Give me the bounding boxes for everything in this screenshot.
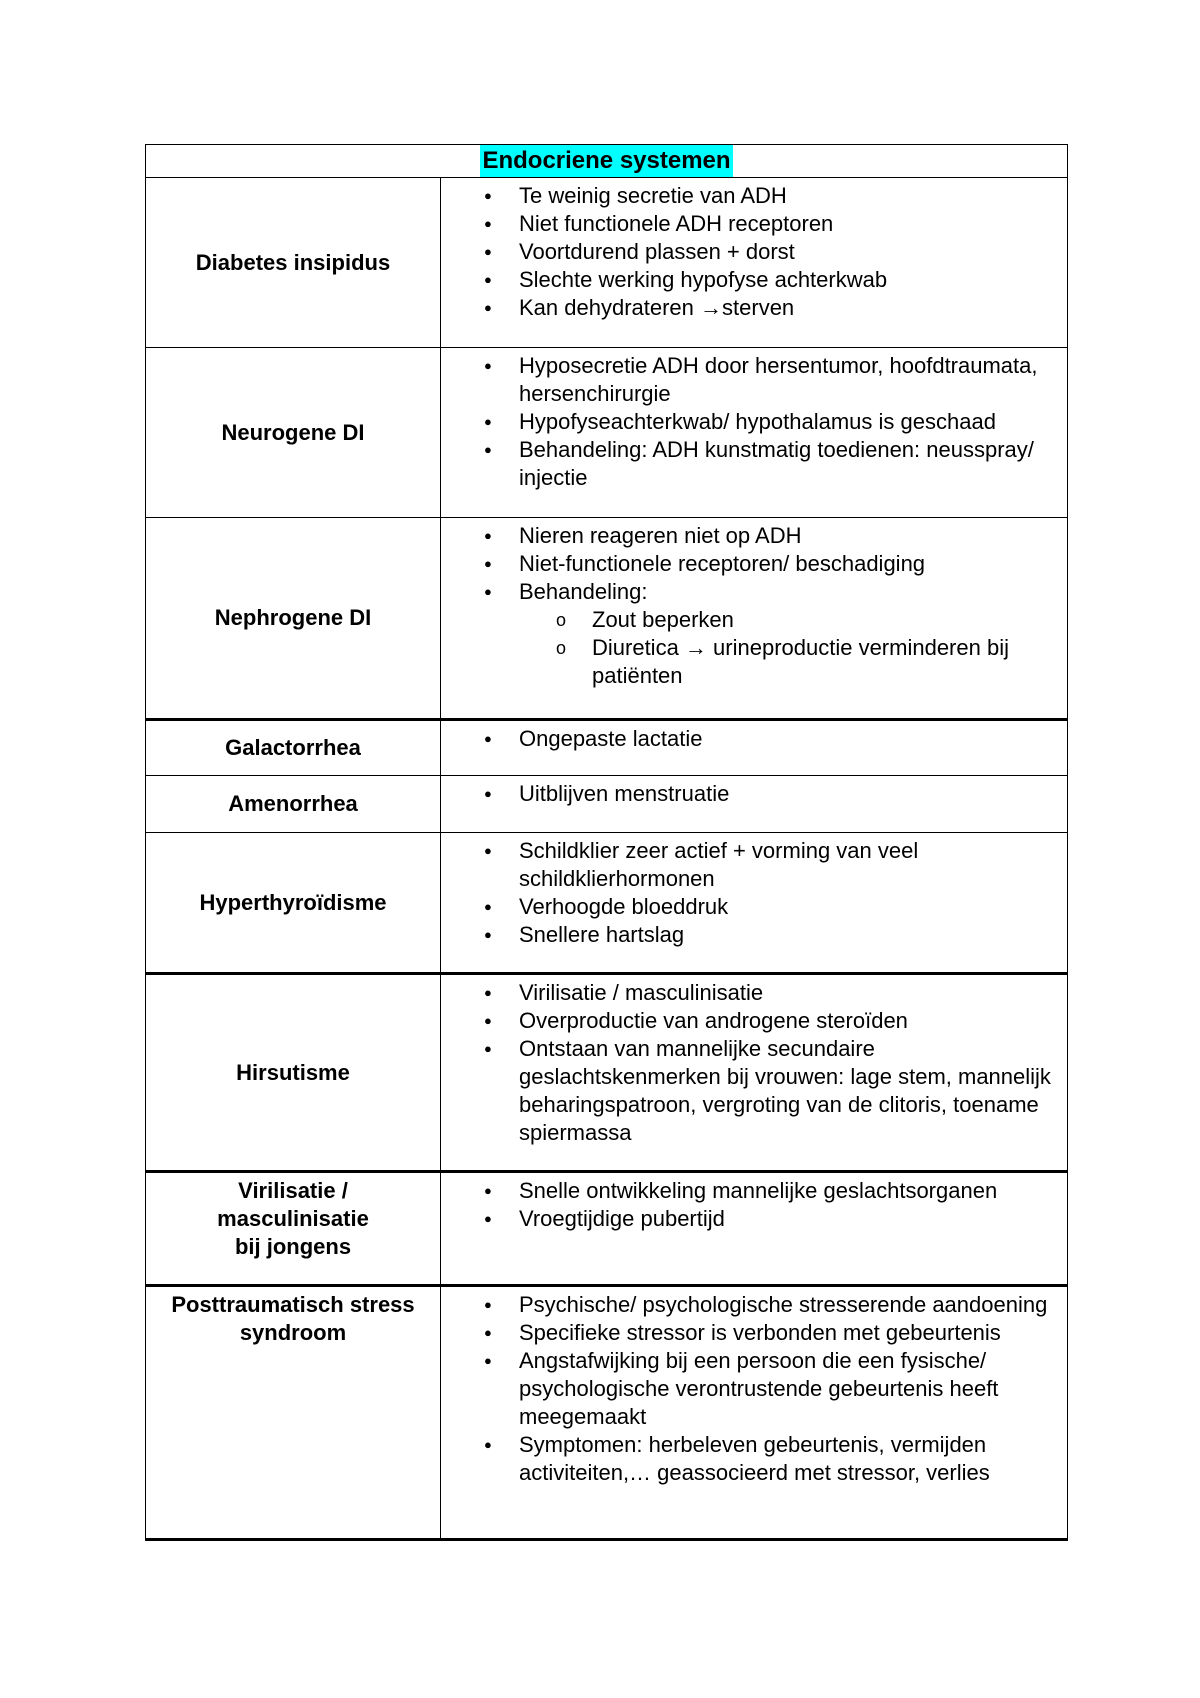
term-cell <box>146 1286 441 1540</box>
list-item: ● Ongepaste lactatie <box>441 725 1059 753</box>
bullet-list <box>441 522 1059 690</box>
list-item: ● Symptomen: herbeleven gebeurtenis, vermijden activiteiten,… geassocieerd met stressor, verlies <box>441 1431 1059 1487</box>
list-item: ● Virilisatie / masculinisatie <box>441 979 1059 1007</box>
list-item: ● Verhoogde bloeddruk <box>441 893 1059 921</box>
term-line: bij jongens <box>234 1234 352 1259</box>
list-item <box>441 578 1059 690</box>
bullet-list <box>441 352 1059 492</box>
term-line: Virilisatie / <box>238 1178 348 1203</box>
list-item: ● Behandeling: ADH kunstmatig toedienen: neusspray/ injectie <box>441 436 1059 492</box>
term-cell: Nephrogene DI <box>146 518 441 720</box>
description-cell <box>441 1172 1068 1286</box>
sub-list <box>519 606 1059 690</box>
term-cell: Diabetes insipidus <box>146 178 441 348</box>
list-item: ● Snelle ontwikkeling mannelijke geslachtsorganen <box>441 1177 1059 1205</box>
description-cell <box>441 518 1068 720</box>
bullet-list <box>441 1177 1059 1233</box>
table-row <box>146 348 1068 518</box>
sub-list-item: o Diuretica → urineproductie verminderen bij patiënten <box>519 634 1059 690</box>
list-item: ● Uitblijven menstruatie <box>441 780 1059 808</box>
table-row <box>146 178 1068 348</box>
term-cell: Galactorrhea <box>146 720 441 776</box>
bullet-list <box>441 979 1059 1147</box>
description-cell <box>441 348 1068 518</box>
list-item: ● Niet-functionele receptoren/ beschadiging <box>441 550 1059 578</box>
bullet-list <box>441 182 1059 322</box>
table-row <box>146 833 1068 974</box>
table-row <box>146 1172 1068 1286</box>
bullet-list <box>441 780 1059 808</box>
term-cell: Hirsutisme <box>146 974 441 1172</box>
term-cell: Hyperthyroïdisme <box>146 833 441 974</box>
description-cell <box>441 720 1068 776</box>
list-item: ● Snellere hartslag <box>441 921 1059 949</box>
table-row <box>146 720 1068 776</box>
list-item: ● Kan dehydrateren →sterven <box>441 294 1059 322</box>
term-cell: Amenorrhea <box>146 776 441 833</box>
description-cell <box>441 974 1068 1172</box>
list-item: ● Hypofyseachterkwab/ hypothalamus is geschaad <box>441 408 1059 436</box>
description-cell <box>441 1286 1068 1540</box>
description-cell <box>441 776 1068 833</box>
list-item: ● Ontstaan van mannelijke secundaire geslachtskenmerken bij vrouwen: lage stem, mannelijk beharingspatroon, vergroting van de clitoris, toename spiermassa <box>441 1035 1059 1147</box>
term-line: masculinisatie <box>217 1206 369 1231</box>
term-cell: Neurogene DI <box>146 348 441 518</box>
list-item-text: Behandeling: <box>519 579 648 604</box>
term-line: syndroom <box>239 1320 347 1345</box>
list-item: ● Niet functionele ADH receptoren <box>441 210 1059 238</box>
table-row <box>146 518 1068 720</box>
description-cell <box>441 178 1068 348</box>
list-item: ● Te weinig secretie van ADH <box>441 182 1059 210</box>
list-item: ● Nieren reageren niet op ADH <box>441 522 1059 550</box>
list-item: ● Voortdurend plassen + dorst <box>441 238 1059 266</box>
list-item: ● Slechte werking hypofyse achterkwab <box>441 266 1059 294</box>
list-item: ● Psychische/ psychologische stresserende aandoening <box>441 1291 1059 1319</box>
term-line: Posttraumatisch stress <box>171 1292 415 1317</box>
endocrine-table <box>145 144 1068 1541</box>
bullet-list <box>441 725 1059 753</box>
table-title-row <box>146 145 1068 178</box>
list-item: ● Hyposecretie ADH door hersentumor, hoofdtraumata, hersenchirurgie <box>441 352 1059 408</box>
sub-list-item: o Zout beperken <box>519 606 1059 634</box>
list-item: ● Vroegtijdige pubertijd <box>441 1205 1059 1233</box>
list-item: ● Schildklier zeer actief + vorming van veel schildklierhormonen <box>441 837 1059 893</box>
table-title: Endocriene systemen <box>480 145 732 177</box>
list-item: ● Specifieke stressor is verbonden met gebeurtenis <box>441 1319 1059 1347</box>
list-item: ● Angstafwijking bij een persoon die een fysische/ psychologische verontrustende gebeurtenis heeft meegemaakt <box>441 1347 1059 1431</box>
term-cell <box>146 1172 441 1286</box>
list-item: ● Overproductie van androgene steroïden <box>441 1007 1059 1035</box>
bullet-list <box>441 1291 1059 1487</box>
table-row <box>146 974 1068 1172</box>
table-row <box>146 776 1068 833</box>
table-row <box>146 1286 1068 1540</box>
description-cell <box>441 833 1068 974</box>
bullet-list <box>441 837 1059 949</box>
